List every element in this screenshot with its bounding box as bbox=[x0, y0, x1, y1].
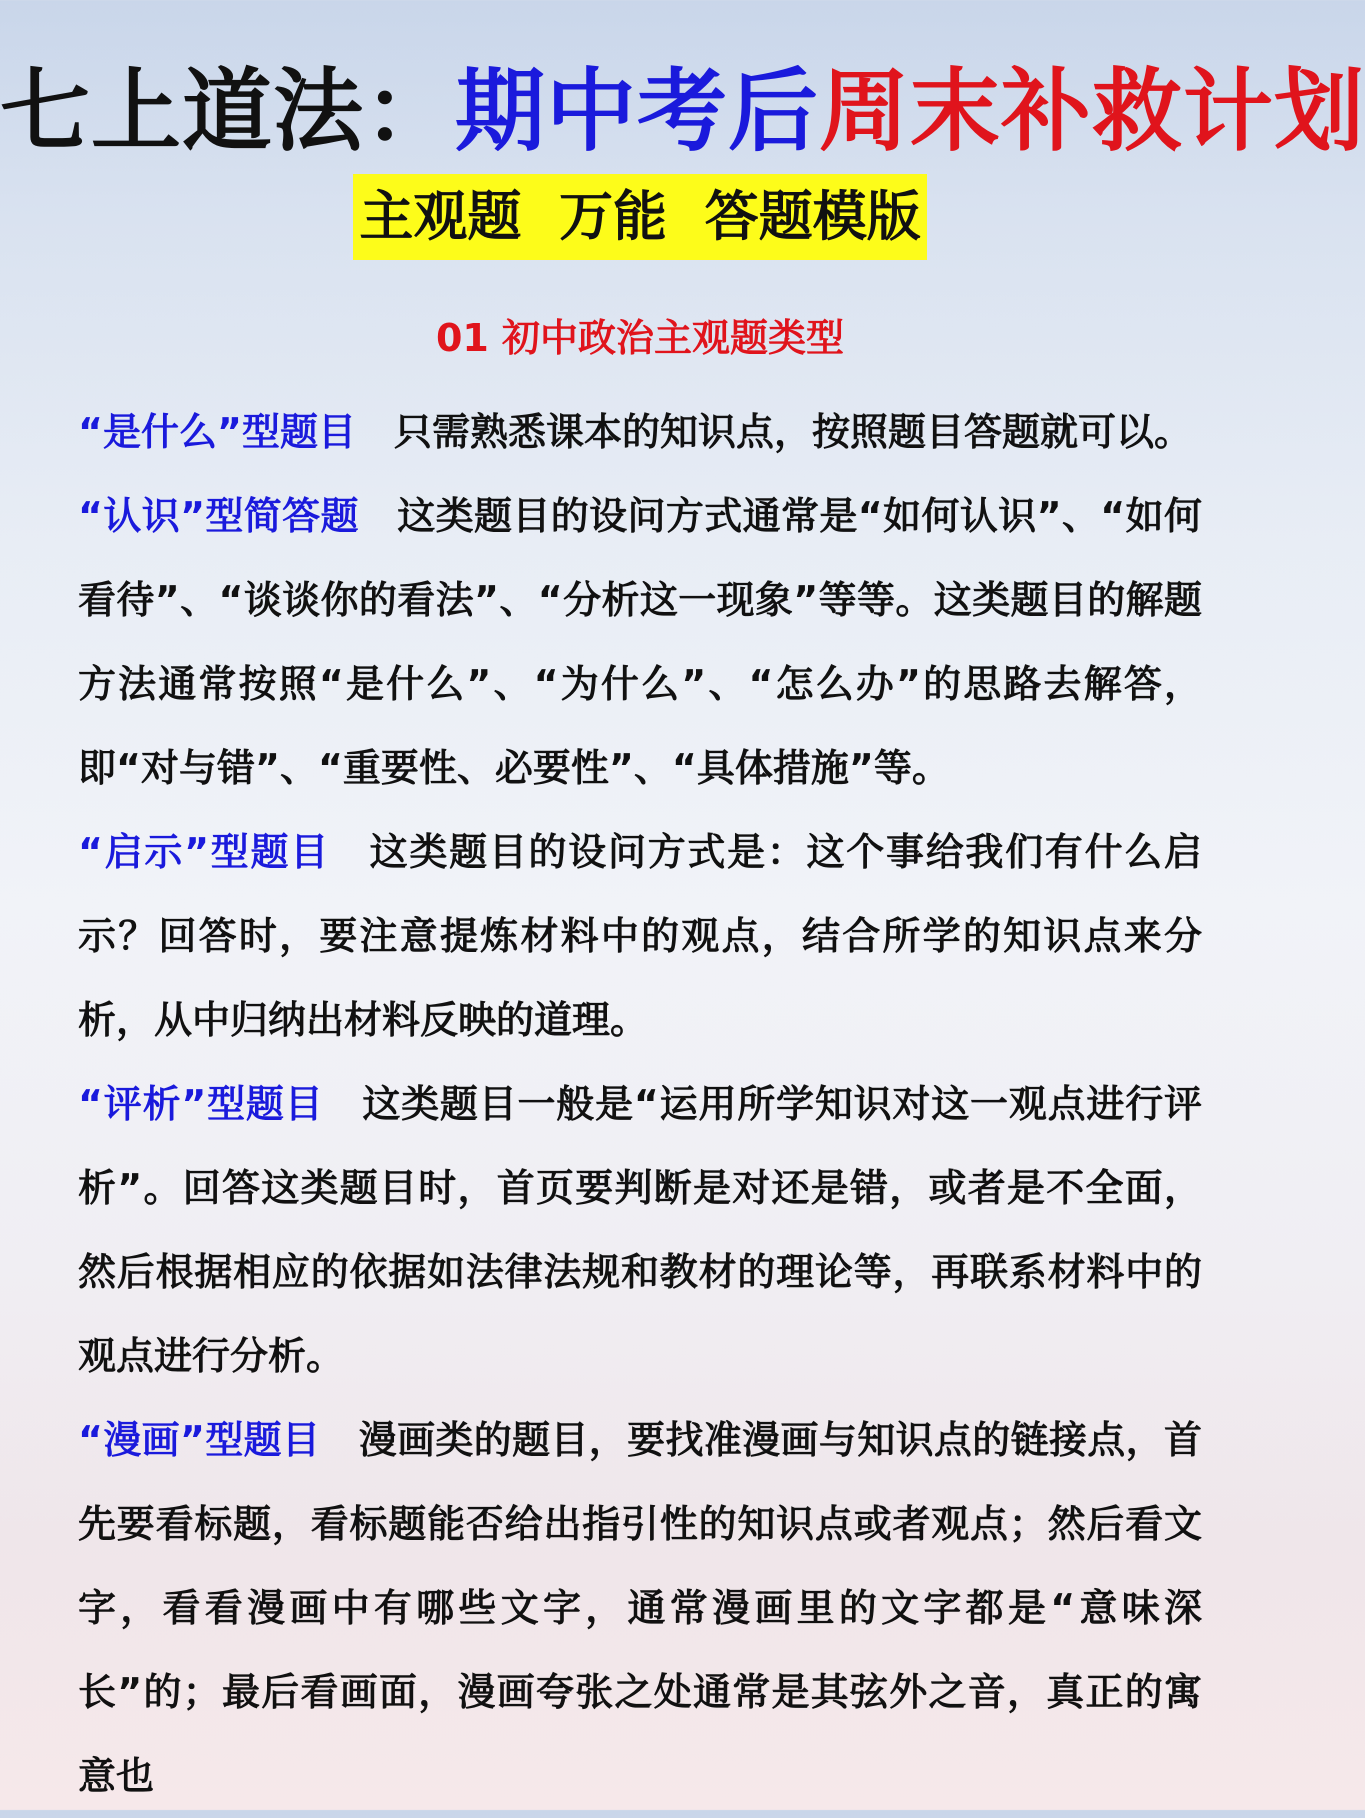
item-label: “评析”型题目 bbox=[78, 1082, 324, 1126]
section-heading: 01 初中政治主观题类型 bbox=[435, 316, 845, 360]
item-label: “启示”型题目 bbox=[78, 830, 330, 874]
item-label: “是什么”型题目 bbox=[78, 410, 356, 454]
item-text: 漫画类的题目，要找准漫画与知识点的链接点，首先要看标题，看标题能否给出指引性的知识点或者观点；然后看文字，看看漫画中有哪些文字，通常漫画里的文字都是“意味深长”的；最后看画面，漫画夸张之处通常是其弦外之音，真正的寓意也 bbox=[78, 1418, 1202, 1798]
main-title bbox=[0, 59, 1365, 164]
title-part-blue: 期中考后 bbox=[455, 59, 819, 164]
subtitle-banner: 主观题 万能 答题模版 bbox=[353, 174, 926, 260]
title-part-red: 周末补救计划 bbox=[819, 59, 1365, 164]
item-evaluation bbox=[78, 1062, 1202, 1398]
item-text: 这类题目的设问方式通常是“如何认识”、“如何看待”、“谈谈你的看法”、“分析这一现象”等等。这类题目的解题方法通常按照“是什么”、“为什么”、“怎么办”的思路去解答，即“对与错”、“重要性、必要性”、“具体措施”等。 bbox=[78, 494, 1202, 790]
item-label: “认识”型简答题 bbox=[78, 494, 359, 538]
item-label: “漫画”型题目 bbox=[78, 1418, 321, 1462]
item-text: 这类题目一般是“运用所学知识对这一观点进行评析”。回答这类题目时，首页要判断是对还是错，或者是不全面，然后根据相应的依据如法律法规和教材的理论等，再联系材料中的观点进行分析。 bbox=[78, 1082, 1203, 1378]
item-text: 这类题目的设问方式是：这个事给我们有什么启示？回答时，要注意提炼材料中的观点，结合所学的知识点来分析，从中归纳出材料反映的道理。 bbox=[78, 830, 1202, 1042]
item-understanding bbox=[78, 474, 1202, 810]
item-cartoon bbox=[78, 1398, 1202, 1818]
item-what-is bbox=[78, 390, 1202, 474]
item-inspiration bbox=[78, 810, 1202, 1062]
content-body bbox=[78, 390, 1202, 1818]
item-text: 只需熟悉课本的知识点，按照题目答题就可以。 bbox=[393, 410, 1192, 454]
title-part-black: 七上道法： bbox=[0, 59, 455, 164]
subtitle-wrap bbox=[0, 174, 1280, 260]
